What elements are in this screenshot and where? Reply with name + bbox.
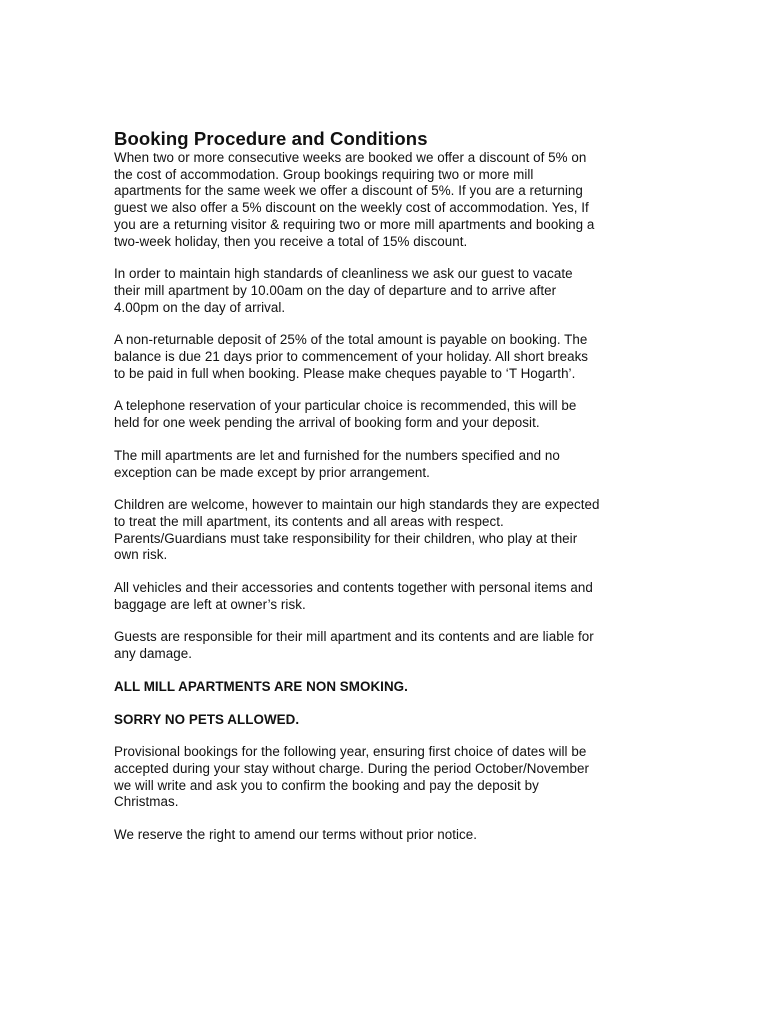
paragraph-discounts [114,150,662,250]
text-line: A telephone reservation of your particular choice is recommended, this will be [114,398,577,414]
text-line: Christmas. [114,794,179,810]
paragraph-provisional-bookings [114,744,662,811]
paragraph-damage [114,629,662,662]
paragraph-terms-amendment [114,827,662,844]
text-line: 4.00pm on the day of arrival. [114,299,286,315]
text-line: held for one week pending the arrival of booking form and your deposit. [114,415,540,431]
text-line: we will write and ask you to confirm the booking and pay the deposit by [114,777,539,793]
paragraph-cleanliness [114,266,662,316]
text-line: SORRY NO PETS ALLOWED. [114,711,300,727]
text-line: the cost of accommodation. Group bookings requiring two or more mill [114,166,534,182]
document-page [114,128,662,860]
paragraph-numbers [114,448,662,481]
text-line: accepted during your stay without charge. During the period October/November [114,760,589,776]
text-line: baggage are left at owner’s risk. [114,596,306,612]
text-line: Provisional bookings for the following year, ensuring first choice of dates will be [114,744,587,760]
paragraph-telephone-reservation [114,398,662,431]
text-line: their mill apartment by 10.00am on the day of departure and to arrive after [114,282,557,298]
text-line: apartments for the same week we offer a discount of 5%. If you are a returning [114,183,583,199]
paragraph-vehicles [114,580,662,613]
text-line: exception can be made except by prior arrangement. [114,464,430,480]
text-line: When two or more consecutive weeks are booked we offer a discount of 5% on [114,150,587,165]
text-line: Parents/Guardians must take responsibility for their children, who play at their [114,530,578,546]
paragraph-children [114,497,662,564]
text-line: guest we also offer a 5% discount on the weekly cost of accommodation. Yes, If [114,200,589,216]
document-title: Booking Procedure and Conditions [114,128,428,149]
text-line: ALL MILL APARTMENTS ARE NON SMOKING. [114,678,408,694]
paragraph-deposit [114,332,662,382]
text-line: two-week holiday, then you receive a total of 15% discount. [114,233,468,249]
text-line: All vehicles and their accessories and contents together with personal items and [114,580,593,596]
text-line: any damage. [114,646,192,662]
text-line: Children are welcome, however to maintain our high standards they are expected [114,497,600,513]
text-line: Guests are responsible for their mill apartment and its contents and are liable for [114,629,594,645]
notice-non-smoking [114,679,662,696]
notice-no-pets [114,712,662,729]
text-line: A non-returnable deposit of 25% of the total amount is payable on booking. The [114,332,588,348]
text-line: to treat the mill apartment, its contents and all areas with respect. [114,513,504,529]
text-line: In order to maintain high standards of cleanliness we ask our guest to vacate [114,266,573,282]
text-line: you are a returning visitor & requiring two or more mill apartments and booking a [114,216,595,232]
text-line: balance is due 21 days prior to commencement of your holiday. All short breaks [114,349,589,365]
text-line: to be paid in full when booking. Please make cheques payable to ‘T Hogarth’. [114,365,576,381]
text-line: The mill apartments are let and furnished for the numbers specified and no [114,447,560,463]
text-line: We reserve the right to amend our terms without prior notice. [114,827,478,843]
text-line: own risk. [114,547,168,563]
